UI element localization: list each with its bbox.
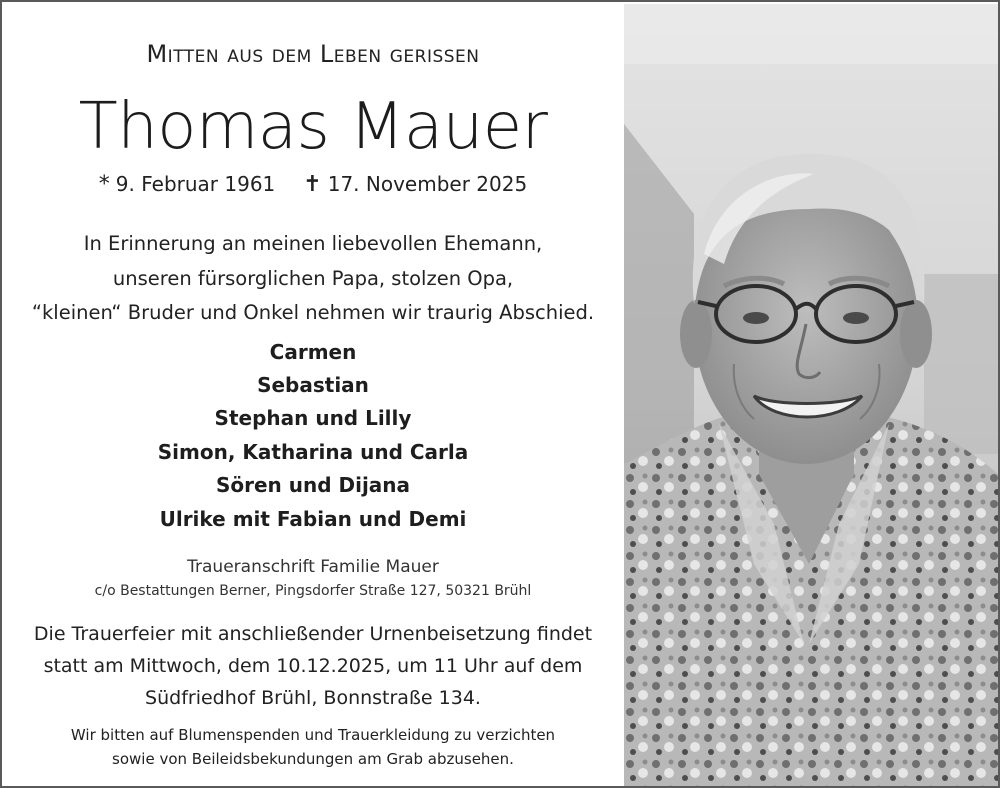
- ceremony-line: statt am Mittwoch, dem 10.12.2025, um 11 Uhr auf dem: [43, 655, 583, 677]
- headline: Mitten aus dem Leben gerissen: [146, 40, 480, 68]
- life-dates: [2, 172, 624, 197]
- obituary-text-column: [2, 2, 624, 786]
- intro-line: In Erinnerung an meinen liebevollen Ehemann,: [83, 232, 543, 255]
- ceremony-line: Die Trauerfeier mit anschließender Urnenbeisetzung findet: [33, 623, 593, 645]
- family-member: Ulrike mit Fabian und Demi: [159, 507, 467, 531]
- family-member: Sören und Dijana: [215, 473, 411, 497]
- family-member: Sebastian: [257, 373, 369, 397]
- address-title: Traueranschrift Familie Mauer: [187, 557, 439, 577]
- ceremony-line: Südfriedhof Brühl, Bonnstraße 134.: [145, 687, 481, 709]
- deceased-name: Thomas Mauer: [78, 90, 548, 164]
- request-note-line: sowie von Beileidsbekundungen am Grab abzusehen.: [112, 750, 514, 768]
- birth-star-icon: *: [98, 172, 110, 197]
- family-member: Stephan und Lilly: [214, 406, 412, 430]
- family-member: Simon, Katharina und Carla: [157, 440, 469, 464]
- birth-date: 9. Februar 1961: [115, 172, 276, 196]
- intro-line: unseren fürsorglichen Papa, stolzen Opa,: [112, 267, 514, 290]
- address-line: c/o Bestattungen Berner, Pingsdorfer Straße 127, 50321 Brühl: [94, 583, 532, 599]
- portrait-photo: [624, 4, 998, 786]
- family-member: Carmen: [269, 340, 357, 364]
- death-date: 17. November 2025: [327, 172, 528, 196]
- request-note-line: Wir bitten auf Blumenspenden und Trauerkleidung zu verzichten: [70, 726, 556, 744]
- intro-line: “kleinen“ Bruder und Onkel nehmen wir traurig Abschied.: [31, 301, 595, 324]
- portrait-image: [624, 4, 998, 786]
- cross-icon: ✝: [303, 172, 322, 197]
